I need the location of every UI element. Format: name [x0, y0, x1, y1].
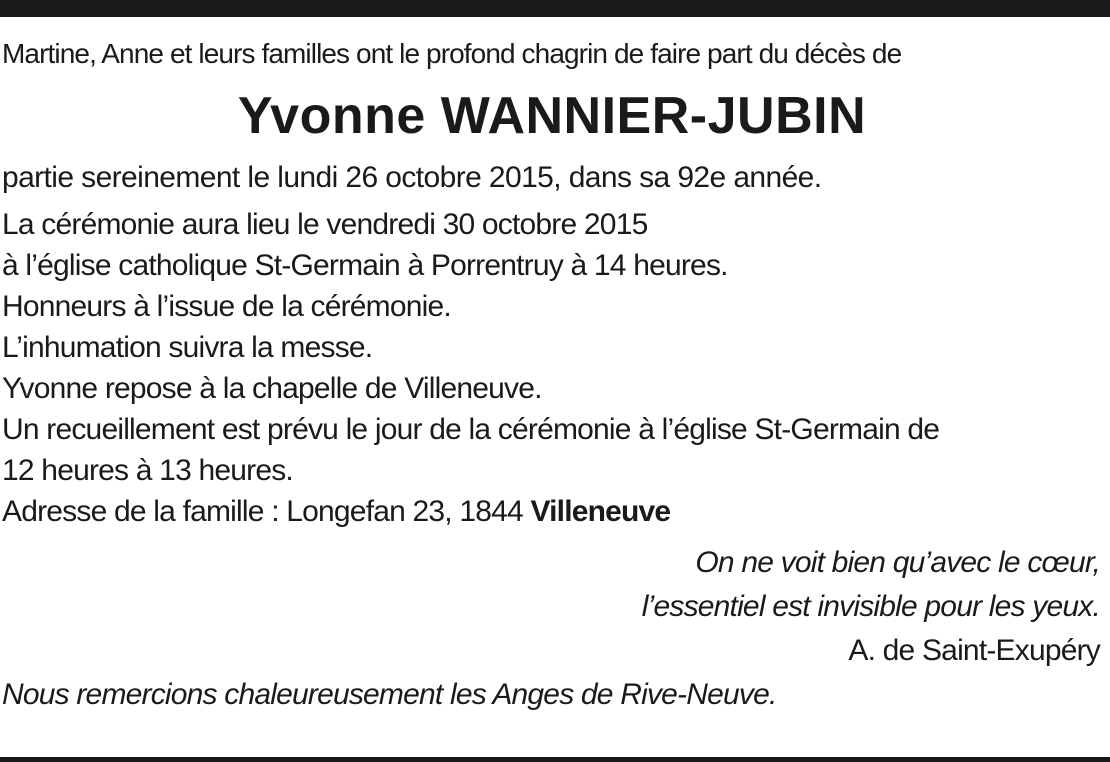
detail-line-chapel: Yvonne repose à la chapelle de Villeneuve.: [2, 372, 542, 405]
passing-text: partie sereinement le lundi 26 octobre 2015, dans sa 92e année.: [2, 161, 822, 194]
thanks-text: Nous remercions chaleureusement les Anges de Rive-Neuve.: [2, 678, 777, 711]
death-notice: [2, 32, 1102, 717]
detail-line-gathering: Un recueillement est prévu le jour de la cérémonie à l’église St-Germain de: [2, 413, 940, 446]
family-address: [2, 491, 1102, 532]
ceremony-details: [2, 204, 1102, 532]
detail-line-burial: L’inhumation suivra la messe.: [2, 331, 373, 364]
top-rule: [0, 0, 1110, 17]
address-prefix: Adresse de la famille : Longefan 23, 1844: [2, 495, 531, 528]
address-town: Villeneuve: [530, 495, 671, 528]
detail-line-honours: Honneurs à l’issue de la cérémonie.: [2, 290, 451, 323]
intro-text: Martine, Anne et leurs familles ont le profond chagrin de faire part du décès de: [2, 38, 902, 69]
deceased-name: Yvonne WANNIER-JUBIN: [237, 87, 867, 145]
quote-line-1: On ne voit bien qu’avec le cœur,: [695, 546, 1100, 579]
quote-line-2: l’essentiel est invisible pour les yeux.: [641, 590, 1100, 623]
quote-author: A. de Saint-Exupéry: [848, 634, 1100, 667]
detail-line-ceremony-date: La cérémonie aura lieu le vendredi 30 octobre 2015: [2, 208, 648, 241]
detail-line-church: à l’église catholique St-Germain à Porrentruy à 14 heures.: [2, 249, 728, 282]
bottom-rule: [0, 757, 1110, 762]
detail-line-gathering-hours: 12 heures à 13 heures.: [2, 454, 293, 487]
quote-block: [2, 541, 1100, 673]
